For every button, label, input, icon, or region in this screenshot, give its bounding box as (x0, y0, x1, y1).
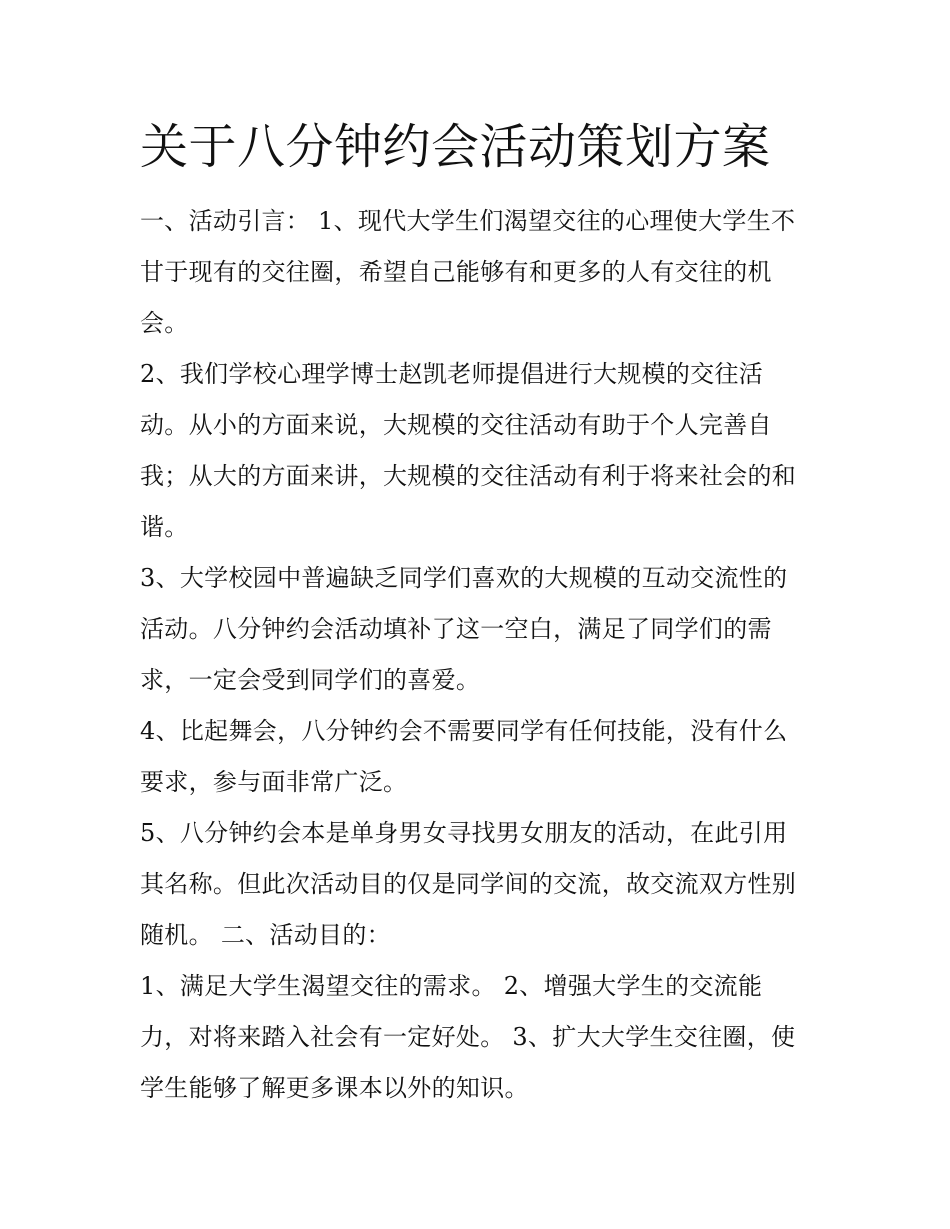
paragraph-intro-3 (140, 553, 820, 706)
paragraph-goals (140, 961, 820, 1114)
paragraph-intro-4 (140, 706, 820, 808)
text-line: 5、八分钟约会本是单身男女寻找男女朋友的活动，在此引用 (140, 819, 788, 847)
text-line: 活动。八分钟约会活动填补了这一空白，满足了同学们的需 (140, 615, 772, 643)
text-line: 一、活动引言： 1、现代大学生们渴望交往的心理使大学生不 (140, 207, 796, 235)
document-title: 关于八分钟约会活动策划方案 (140, 119, 771, 175)
text-line: 1、满足大学生渴望交往的需求。 2、增强大学生的交流能 (140, 972, 763, 1000)
text-line: 3、大学校园中普遍缺乏同学们喜欢的大规模的互动交流性的 (140, 564, 788, 592)
text-line: 学生能够了解更多课本以外的知识。 (140, 1074, 529, 1102)
text-line: 力，对将来踏入社会有一定好处。 3、扩大大学生交往圈，使 (140, 1023, 796, 1051)
paragraph-intro-5 (140, 808, 820, 961)
text-line: 谐。 (140, 513, 189, 541)
paragraph-intro-2 (140, 349, 820, 553)
text-line: 要求，参与面非常广泛。 (140, 768, 408, 796)
text-line: 其名称。但此次活动目的仅是同学间的交流，故交流双方性别 (140, 870, 797, 898)
text-line: 我；从大的方面来讲，大规模的交往活动有利于将来社会的和 (140, 462, 797, 490)
text-line: 甘于现有的交往圈，希望自己能够有和更多的人有交往的机 (140, 258, 772, 286)
text-line: 4、比起舞会，八分钟约会不需要同学有任何技能，没有什么 (140, 717, 788, 745)
paragraph-intro-1 (140, 196, 820, 349)
text-line: 动。从小的方面来说，大规模的交往活动有助于个人完善自 (140, 411, 772, 439)
text-line: 2、我们学校心理学博士赵凯老师提倡进行大规模的交往活 (140, 360, 764, 388)
text-line: 求，一定会受到同学们的喜爱。 (140, 666, 481, 694)
text-line: 随机。 二、活动目的： (140, 921, 391, 949)
document-body (140, 196, 820, 1114)
text-line: 会。 (140, 309, 189, 337)
